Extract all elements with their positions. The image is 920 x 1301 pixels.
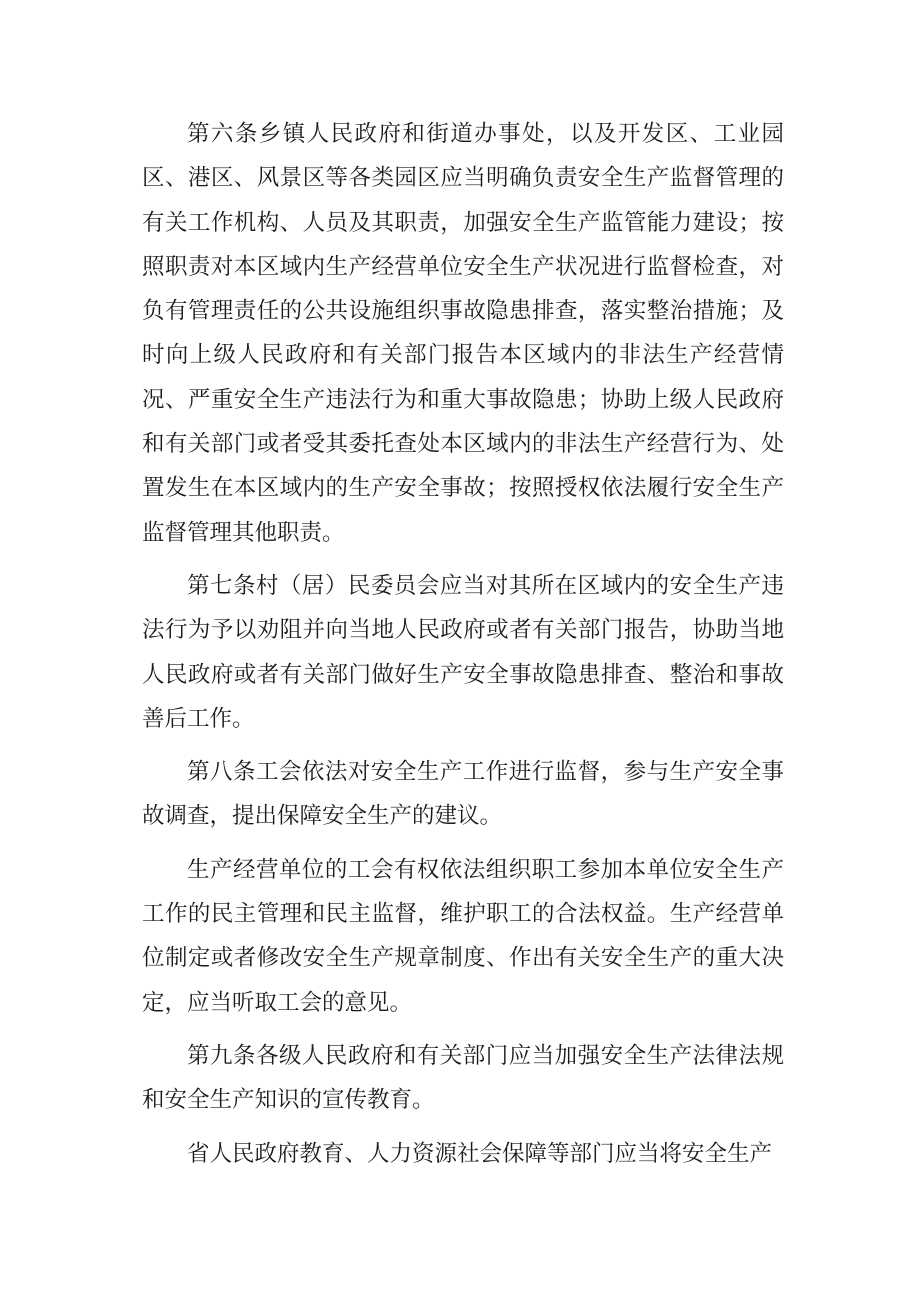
article-6-paragraph: 第六条乡镇人民政府和街道办事处，以及开发区、工业园区、港区、风景区等各类园区应当明确负责安全生产监督管理的有关工作机构、人员及其职责，加强安全生产监管能力建设；按照职责对本区域内生产经营单位安全生产状况进行监督检查，对负有管理责任的公共设施组织事故隐患排查，落实整治措施；及时向上级人民政府和有关部门报告本区域内的非法生产经营情况、严重安全生产违法行为和重大事故隐患；协助上级人民政府和有关部门或者受其委托查处本区域内的非法生产经营行为、处置发生在本区域内的生产安全事故；按照授权依法履行安全生产监督管理其他职责。: [142, 121, 784, 546]
article-9-paragraph: 第九条各级人民政府和有关部门应当加强安全生产法律法规和安全生产知识的宣传教育。: [142, 1042, 784, 1114]
article-7-paragraph: 第七条村（居）民委员会应当对其所在区域内的安全生产违法行为予以劝阻并向当地人民政府或者有关部门报告，协助当地人民政府或者有关部门做好生产安全事故隐患排查、整治和事故善后工作。: [142, 572, 784, 732]
document-page: [142, 112, 784, 1176]
article-8-union-paragraph: 生产经营单位的工会有权依法组织职工参加本单位安全生产工作的民主管理和民主监督，维护职工的合法权益。生产经营单位制定或者修改安全生产规章制度、作出有关安全生产的重大决定，应当听取工会的意见。: [142, 856, 784, 1016]
article-8-paragraph: 第八条工会依法对安全生产工作进行监督，参与生产安全事故调查，提出保障安全生产的建议。: [142, 759, 784, 830]
article-9-education-paragraph: 省人民政府教育、人力资源社会保障等部门应当将安全生产: [187, 1140, 773, 1167]
